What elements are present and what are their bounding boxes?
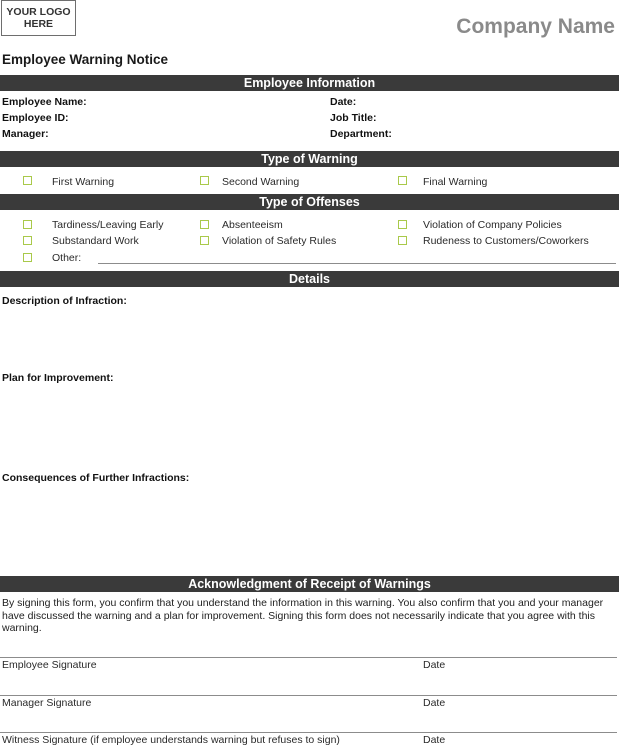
manager-signature-line[interactable]: [0, 695, 617, 696]
safety-rules-checkbox[interactable]: [200, 236, 209, 245]
tardiness-label: Tardiness/Leaving Early: [52, 219, 164, 231]
policy-violation-checkbox[interactable]: [398, 220, 407, 229]
section-header-type-of-warning: Type of Warning: [0, 151, 619, 167]
section-header-employee-information: Employee Information: [0, 75, 619, 91]
description-of-infraction-label: Description of Infraction:: [2, 295, 127, 307]
other-offense-checkbox[interactable]: [23, 253, 32, 262]
first-warning-label: First Warning: [52, 176, 115, 188]
section-header-acknowledgment: Acknowledgment of Receipt of Warnings: [0, 576, 619, 592]
employee-signature-line[interactable]: [0, 657, 617, 658]
rudeness-label: Rudeness to Customers/Coworkers: [423, 235, 589, 247]
absenteeism-label: Absenteeism: [222, 219, 283, 231]
acknowledgment-paragraph: By signing this form, you confirm that you understand the information in this warning. You also confirm that you and your manager have discussed the warning and a plan for improvement. Signing this form does not necessarily indicate that you agree with this warning.: [2, 597, 604, 634]
plan-for-improvement-label: Plan for Improvement:: [2, 372, 114, 384]
manager-signature-date-label: Date: [423, 697, 446, 709]
department-label: Department:: [330, 128, 392, 140]
first-warning-checkbox[interactable]: [23, 176, 32, 185]
employee-name-label: Employee Name:: [2, 96, 87, 108]
form-title: Employee Warning Notice: [2, 52, 169, 67]
date-label: Date:: [330, 96, 357, 108]
company-logo-placeholder: YOUR LOGO HERE: [1, 0, 76, 36]
policy-violation-label: Violation of Company Policies: [423, 219, 562, 231]
second-warning-checkbox[interactable]: [200, 176, 209, 185]
manager-label: Manager:: [2, 128, 49, 140]
employee-id-label: Employee ID:: [2, 112, 69, 124]
witness-signature-date-label: Date: [423, 734, 446, 746]
consequences-label: Consequences of Further Infractions:: [2, 472, 190, 484]
safety-rules-label: Violation of Safety Rules: [222, 235, 337, 247]
section-header-details: Details: [0, 271, 619, 287]
company-name: Company Name: [456, 15, 615, 38]
tardiness-checkbox[interactable]: [23, 220, 32, 229]
witness-signature-line[interactable]: [0, 732, 617, 733]
other-offense-input-line[interactable]: [98, 263, 616, 264]
manager-signature-label: Manager Signature: [2, 697, 92, 709]
final-warning-label: Final Warning: [423, 176, 488, 188]
job-title-label: Job Title:: [330, 112, 377, 124]
substandard-work-label: Substandard Work: [52, 235, 139, 247]
absenteeism-checkbox[interactable]: [200, 220, 209, 229]
other-offense-label: Other:: [52, 252, 82, 264]
final-warning-checkbox[interactable]: [398, 176, 407, 185]
second-warning-label: Second Warning: [222, 176, 300, 188]
section-header-type-of-offenses: Type of Offenses: [0, 194, 619, 210]
witness-signature-label: Witness Signature (if employee understands warning but refuses to sign): [2, 734, 340, 746]
rudeness-checkbox[interactable]: [398, 236, 407, 245]
employee-signature-date-label: Date: [423, 659, 446, 671]
substandard-work-checkbox[interactable]: [23, 236, 32, 245]
employee-signature-label: Employee Signature: [2, 659, 97, 671]
